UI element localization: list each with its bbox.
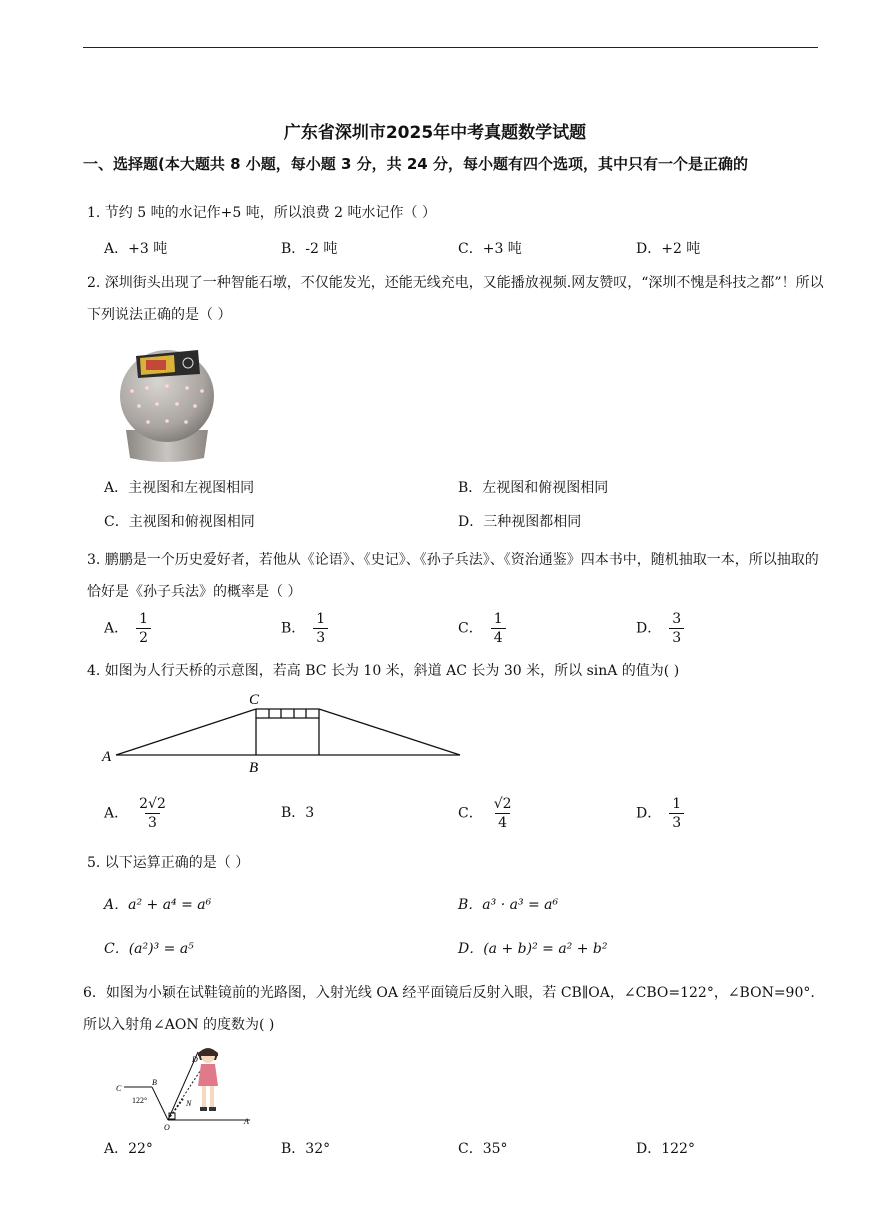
- denominator: 4: [495, 813, 510, 832]
- q6-option-c[interactable]: C．35°: [458, 1141, 508, 1157]
- q4-option-d[interactable]: [636, 795, 684, 832]
- numerator: 1: [493, 611, 503, 627]
- question-5-stem: 5. 以下运算正确的是（ ）: [87, 855, 250, 871]
- q1-option-d[interactable]: D．+2 吨: [636, 241, 701, 257]
- denominator: 4: [491, 628, 506, 647]
- fraction: [669, 795, 684, 832]
- q3-option-c-label: C．: [458, 620, 483, 637]
- numerator: 1: [672, 796, 682, 812]
- q4-option-b[interactable]: B．3: [281, 805, 315, 821]
- q1-option-c[interactable]: C．+3 吨: [458, 241, 522, 257]
- q4-option-c[interactable]: [458, 795, 515, 832]
- denominator: 2: [136, 628, 151, 647]
- label-a: A: [102, 749, 112, 765]
- numerator: 3: [672, 611, 682, 627]
- question-6-stem: 6．如图为小颖在试鞋镜前的光路图，入射光线 OA 经平面镜后反射入眼，若 CB∥OA，∠CBO=122°，∠BON=90°.所以入射角∠AON 的度数为( ): [83, 985, 815, 1033]
- question-3-stem: 3. 鹏鹏是一个历史爱好者，若他从《论语》、《史记》、《孙子兵法》、《资治通鉴》四本书中，随机抽取一本，所以抽取的恰好是《孙子兵法》的概率是（ ）: [87, 552, 819, 600]
- denominator: 3: [313, 628, 328, 647]
- fraction: [136, 610, 151, 647]
- q3-option-a[interactable]: [104, 610, 151, 647]
- q3-option-c[interactable]: [458, 610, 506, 647]
- fraction: [136, 795, 169, 832]
- q4-option-a-label: A．: [104, 805, 129, 822]
- label-d: D: [192, 1055, 198, 1064]
- denominator: 3: [145, 813, 160, 832]
- page-title: 广东省深圳市2025年中考真题数学试题: [283, 123, 587, 143]
- label-o: O: [164, 1123, 170, 1132]
- q5-option-a[interactable]: A．a² + a⁴ = a⁶: [104, 897, 212, 913]
- numerator: 1: [139, 611, 149, 627]
- label-b: B: [152, 1078, 157, 1087]
- q3-option-a-label: A．: [104, 620, 129, 637]
- q1-option-a[interactable]: A．+3 吨: [104, 241, 168, 257]
- q2-option-d[interactable]: D．三种视图都相同: [458, 514, 582, 530]
- angle-label: 122°: [132, 1096, 148, 1105]
- header-rule: [83, 47, 818, 48]
- fraction: [313, 610, 328, 647]
- label-c: C: [249, 692, 260, 708]
- q5-option-b[interactable]: B．a³ · a³ = a⁶: [458, 897, 559, 913]
- q2-option-c[interactable]: C．主视图和俯视图相同: [104, 514, 255, 530]
- label-a: A: [244, 1117, 249, 1126]
- numerator: 1: [316, 611, 326, 627]
- q4-option-a[interactable]: [104, 795, 169, 832]
- numerator: √2: [493, 796, 512, 812]
- numerator: 2√2: [139, 796, 166, 812]
- q4-option-c-label: C．: [458, 805, 483, 822]
- question-4-stem: 4. 如图为人行天桥的示意图，若高 BC 长为 10 米，斜道 AC 长为 30 米，所以 sinA 的值为( ): [87, 663, 680, 679]
- denominator: 3: [669, 628, 684, 647]
- ramp-ac: [116, 709, 256, 755]
- denominator: 3: [669, 813, 684, 832]
- q5-option-c[interactable]: C．(a²)³ = a⁵: [104, 941, 194, 957]
- label-c: C: [116, 1084, 122, 1093]
- fraction: [491, 610, 506, 647]
- girl-figure: [198, 1048, 218, 1111]
- q6-option-b[interactable]: B．32°: [281, 1141, 331, 1157]
- q6-option-d[interactable]: D．122°: [636, 1141, 695, 1157]
- label-n: N: [186, 1099, 192, 1108]
- q3-option-d-label: D．: [636, 620, 662, 637]
- q2-option-b[interactable]: B．左视图和俯视图相同: [458, 480, 609, 496]
- fraction: [669, 610, 684, 647]
- q3-option-d[interactable]: [636, 610, 684, 647]
- label-b: B: [249, 760, 259, 776]
- q4-option-d-label: D．: [636, 805, 662, 822]
- q2-option-a[interactable]: A．主视图和左视图相同: [104, 480, 255, 496]
- smart-bollard-image: [112, 336, 220, 464]
- q5-option-d[interactable]: D．(a + b)² = a² + b²: [458, 941, 608, 957]
- fraction: [491, 795, 515, 832]
- question-2-stem: 2. 深圳街头出现了一种智能石墩，不仅能发光，还能无线充电，又能播放视频.网友赞叹，“深圳不愧是科技之都”！所以下列说法正确的是（ ）: [87, 275, 824, 323]
- section-heading: 一、选择题(本大题共 8 小题，每小题 3 分，共 24 分，每小题有四个选项，其中只有一个是正确的: [83, 155, 748, 173]
- q3-option-b-label: B．: [281, 620, 306, 637]
- q1-option-b[interactable]: B．-2 吨: [281, 241, 338, 257]
- question-1-stem: 1. 节约 5 吨的水记作+5 吨，所以浪费 2 吨水记作（ ）: [87, 205, 436, 221]
- footbridge-diagram: [98, 688, 468, 776]
- mirror-light-diagram: [108, 1040, 258, 1132]
- q6-option-a[interactable]: A．22°: [104, 1141, 153, 1157]
- q3-option-b[interactable]: [281, 610, 328, 647]
